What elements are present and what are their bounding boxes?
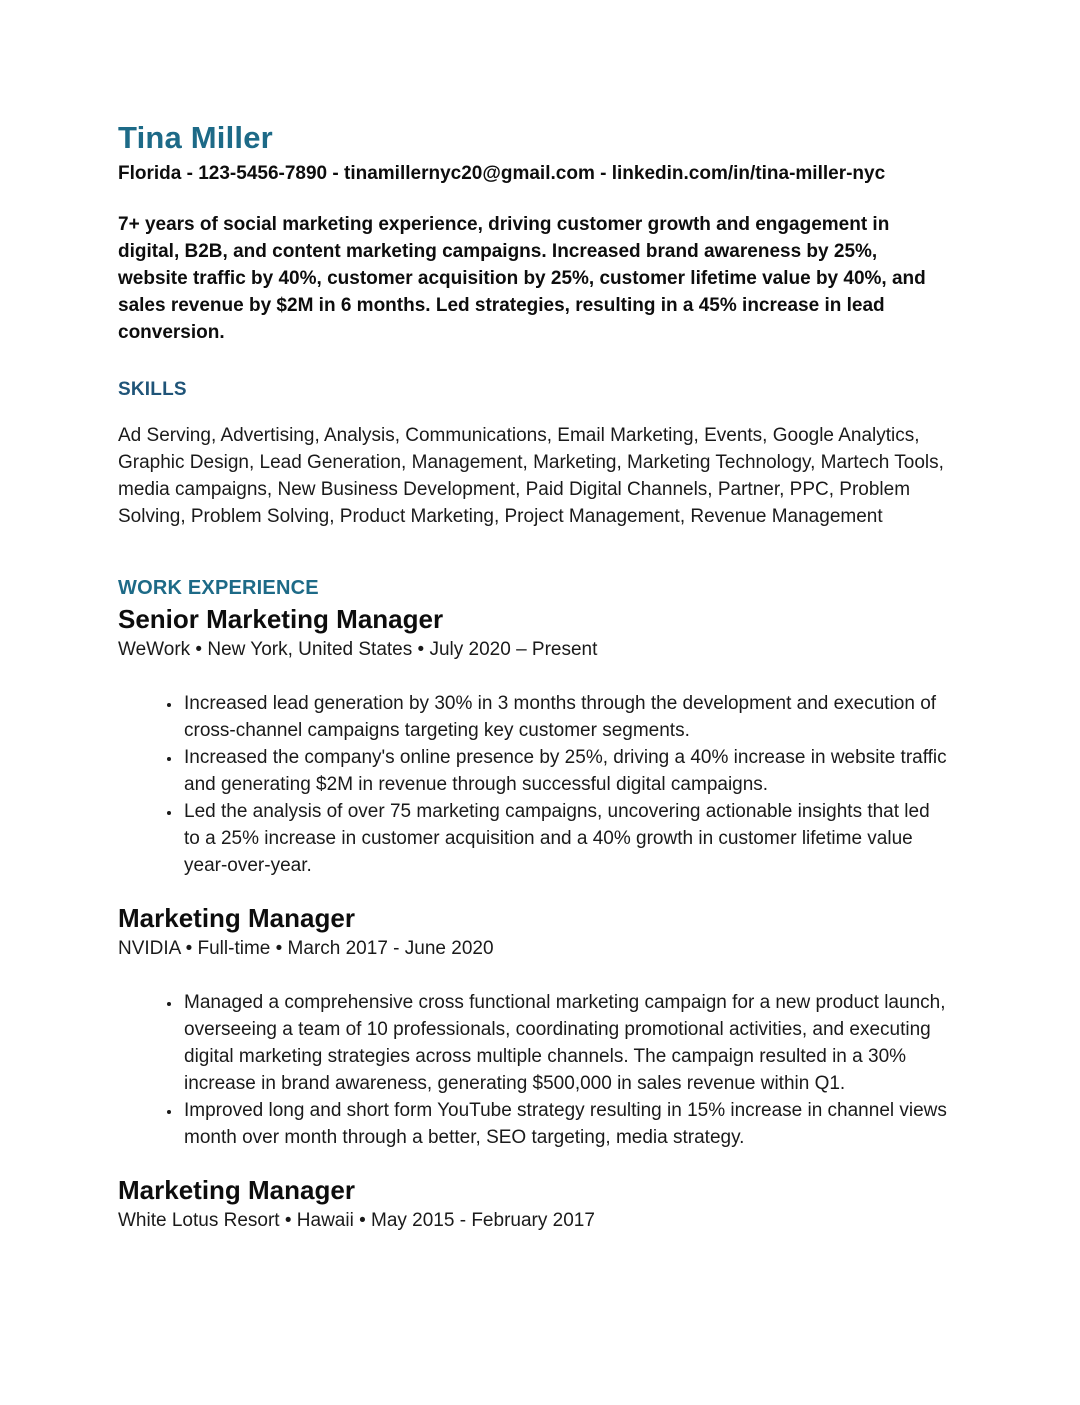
job-bullet-list	[118, 690, 950, 879]
job-title: Marketing Manager	[118, 903, 355, 933]
resume-header	[118, 120, 950, 346]
job-title: Senior Marketing Manager	[118, 604, 444, 634]
job-bullet: • Increased the company's online presence by 25%, driving a 40% increase in website traffic and generating $2M in revenue through successful digital campaigns.	[182, 744, 950, 798]
work-experience-heading: WORK EXPERIENCE	[118, 577, 319, 599]
person-name: Tina Miller	[118, 120, 273, 155]
work-experience-section	[118, 574, 950, 1235]
job-title: Marketing Manager	[118, 1175, 355, 1205]
skills-text: Ad Serving, Advertising, Analysis, Communications, Email Marketing, Events, Google Analytics, Graphic Design, Lead Generation, Management, Marketing, Marketing Technology, Martech Tools, media campaigns, New Business Development, Paid Digital Channels, Partner, PPC, Problem Solving, Problem Solving, Product Marketing, Project Management, Revenue Management	[118, 425, 944, 527]
job-meta: White Lotus Resort • Hawaii • May 2015 - February 2017	[118, 1210, 595, 1231]
job-meta: WeWork • New York, United States • July 2020 – Present	[118, 639, 598, 660]
job-bullet: • Led the analysis of over 75 marketing campaigns, uncovering actionable insights that led to a 25% increase in customer acquisition and a 40% growth in customer lifetime value year-over-year.	[182, 798, 950, 879]
job-meta: NVIDIA • Full-time • March 2017 - June 2020	[118, 938, 494, 959]
job-bullet: • Increased lead generation by 30% in 3 months through the development and execution of cross-channel campaigns targeting key customer segments.	[182, 690, 950, 744]
job-entry-nvidia	[118, 903, 950, 1151]
summary-text: 7+ years of social marketing experience, driving customer growth and engagement in digital, B2B, and content marketing campaigns. Increased brand awareness by 25%, website traffic by 40%, customer acquisition by 25%, customer lifetime value by 40%, and sales revenue by $2M in 6 months. Led strategies, resulting in a 45% increase in lead conversion.	[118, 214, 926, 343]
job-entry-wework	[118, 604, 950, 879]
job-entry-white-lotus	[118, 1175, 950, 1235]
skills-section	[118, 376, 950, 530]
job-bullet: • Managed a comprehensive cross functional marketing campaign for a new product launch, overseeing a team of 10 professionals, coordinating promotional activities, and executing digital marketing strategies across multiple channels. The campaign resulted in a 30% increase in brand awareness, generating $500,000 in sales revenue within Q1.	[182, 989, 950, 1097]
resume-content	[118, 120, 950, 1235]
contact-line: Florida - 123-5456-7890 - tinamillernyc20@gmail.com - linkedin.com/in/tina-miller-nyc	[118, 163, 886, 184]
job-bullet: • Improved long and short form YouTube strategy resulting in 15% increase in channel views month over month through a better, SEO targeting, media strategy.	[182, 1097, 950, 1151]
job-bullet-list	[118, 989, 950, 1151]
skills-heading: SKILLS	[118, 379, 187, 400]
